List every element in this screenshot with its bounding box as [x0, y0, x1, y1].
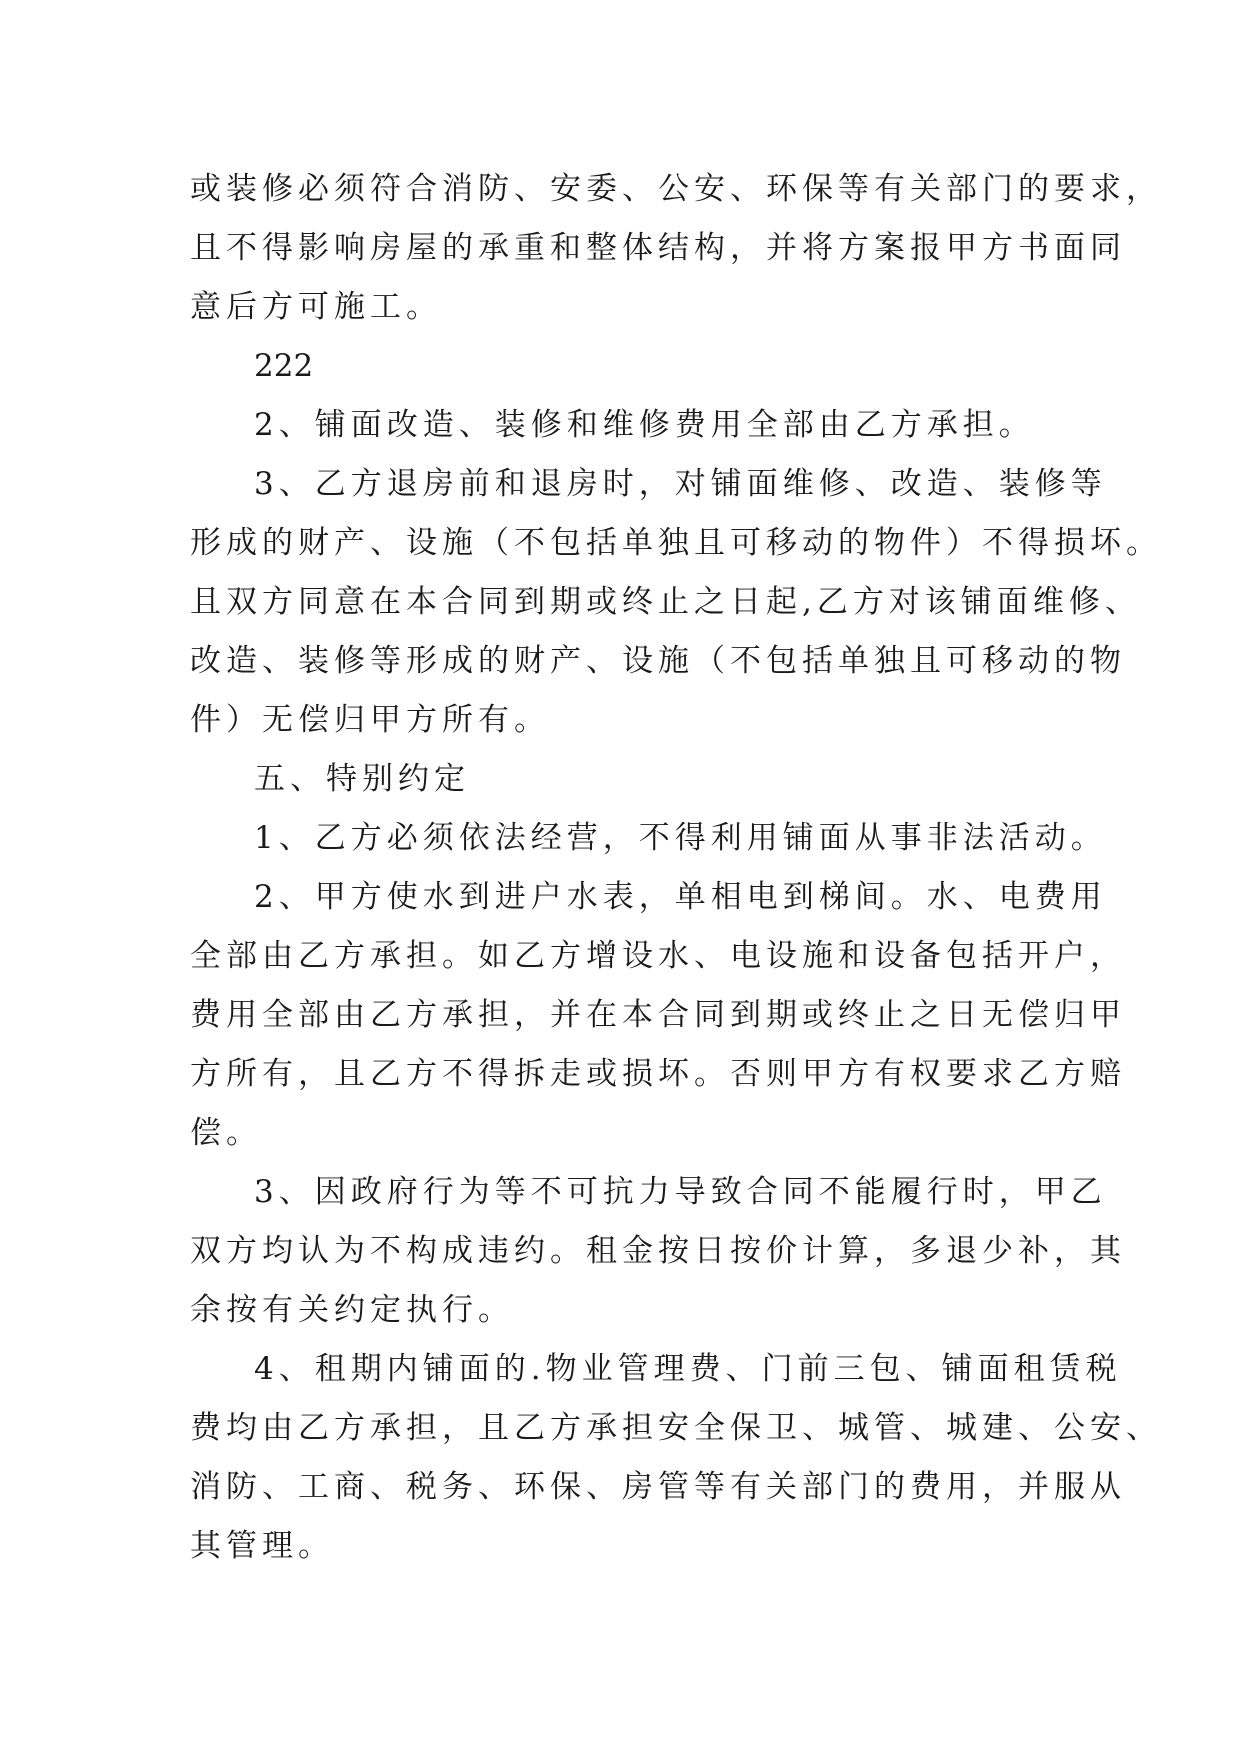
clause-1-line: 1、乙方必须依法经营，不得利用铺面从事非法活动。 — [254, 820, 1107, 856]
text-line: 且双方同意在本合同到期或终止之日起,乙方对该铺面维修、 — [190, 584, 1141, 620]
clause-2-line: 2、铺面改造、装修和维修费用全部由乙方承担。 — [254, 407, 1035, 443]
text-line: 方所有，且乙方不得拆走或损坏。否则甲方有权要求乙方赔 — [190, 1056, 1126, 1092]
text-line: 双方均认为不构成违约。租金按日按价计算，多退少补，其 — [190, 1233, 1126, 1269]
text-line: 或装修必须符合消防、安委、公安、环保等有关部门的要求， — [190, 171, 1162, 207]
text-line: 余按有关约定执行。 — [190, 1292, 514, 1328]
text-line: 其管理。 — [190, 1528, 334, 1564]
text-line: 费用全部由乙方承担，并在本合同到期或终止之日无偿归甲 — [190, 997, 1126, 1033]
text-line: 件）无偿归甲方所有。 — [190, 702, 550, 738]
page-number-text: 222 — [254, 348, 314, 384]
text-line: 形成的财产、设施（不包括单独且可移动的物件）不得损坏。 — [190, 525, 1162, 561]
text-line: 且不得影响房屋的承重和整体结构，并将方案报甲方书面同 — [190, 230, 1126, 266]
text-line: 消防、工商、税务、环保、房管等有关部门的费用，并服从 — [190, 1469, 1126, 1505]
document-body — [190, 160, 1162, 1576]
clause-3-line: 3、因政府行为等不可抗力导致合同不能履行时，甲乙 — [254, 1174, 1107, 1210]
clause-4-line: 4、租期内铺面的.物业管理费、门前三包、铺面租赁税 — [254, 1351, 1122, 1387]
text-line: 费均由乙方承担，且乙方承担安全保卫、城管、城建、公安、 — [190, 1410, 1162, 1446]
clause-2-line: 2、甲方使水到进户水表，单相电到梯间。水、电费用 — [254, 879, 1107, 915]
text-line: 偿。 — [190, 1115, 262, 1151]
section-heading: 五、特别约定 — [254, 761, 470, 797]
text-line: 改造、装修等形成的财产、设施（不包括单独且可移动的物 — [190, 643, 1126, 679]
text-line: 意后方可施工。 — [190, 289, 442, 325]
text-line: 全部由乙方承担。如乙方增设水、电设施和设备包括开户， — [190, 938, 1126, 974]
clause-3-line: 3、乙方退房前和退房时，对铺面维修、改造、装修等 — [254, 466, 1107, 502]
